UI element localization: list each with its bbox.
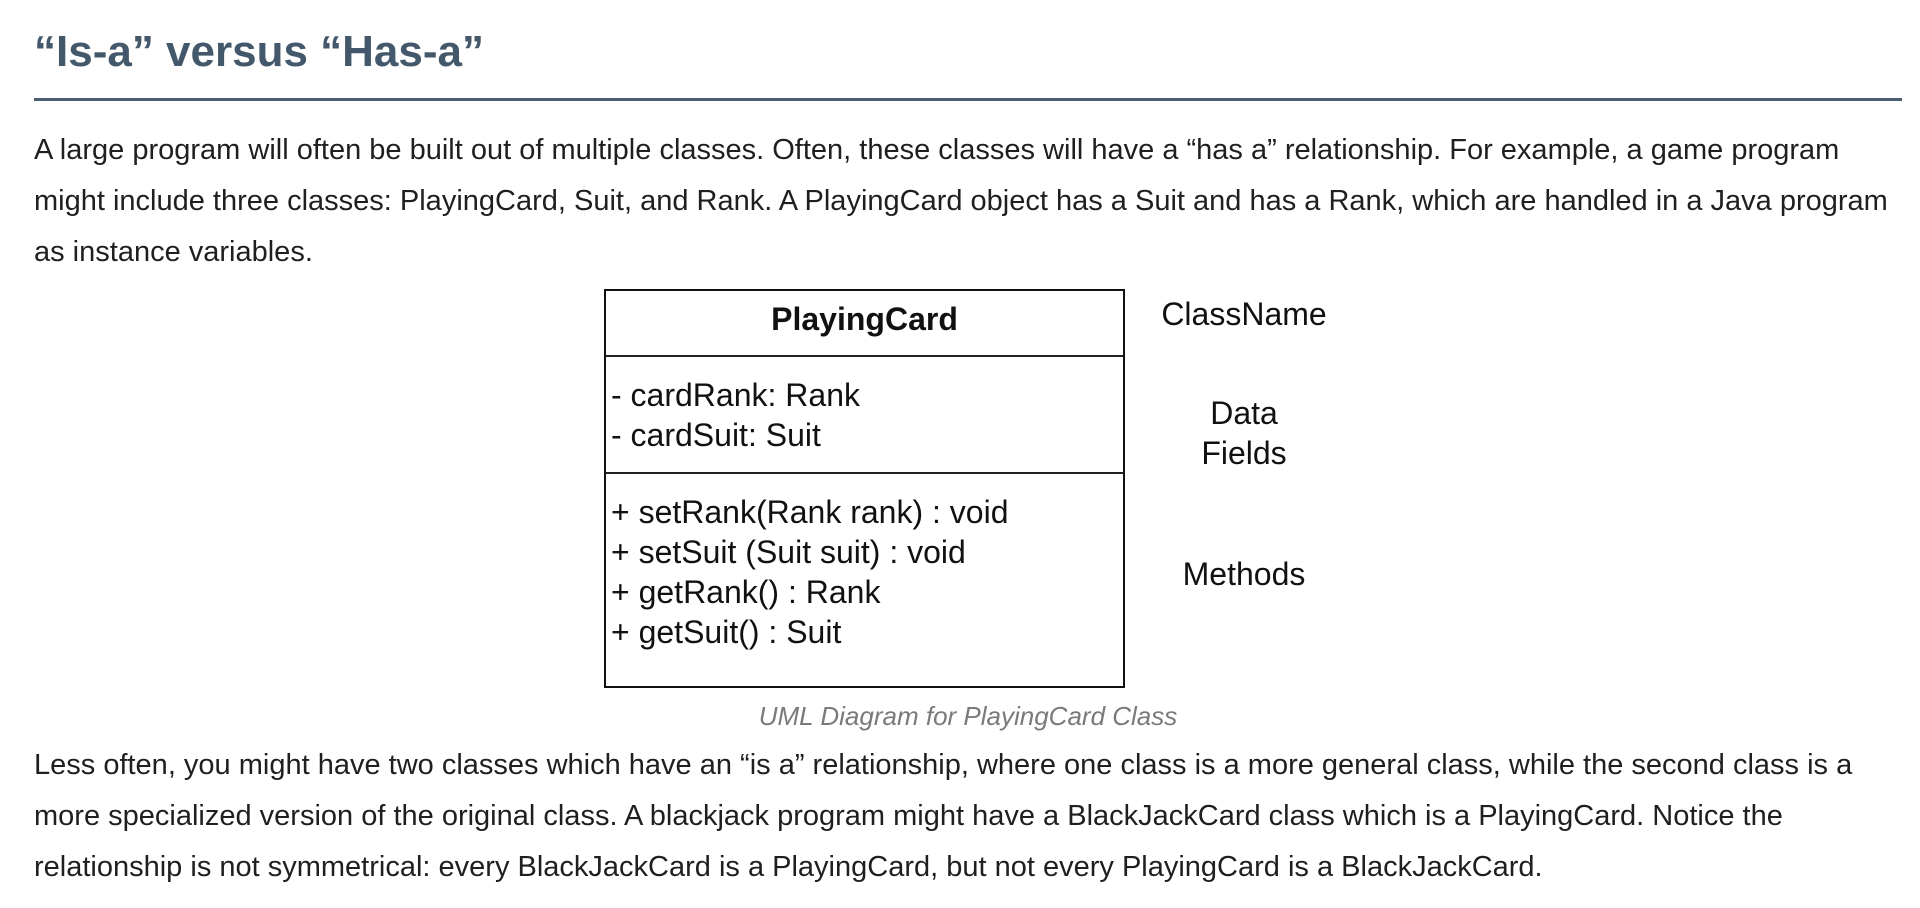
classname-label: ClassName [1161,296,1327,332]
uml-data-fields [606,357,1123,474]
intro-paragraph: A large program will often be built out of multiple classes. Often, these classes will have a “has a” relationship. For example, a game program might include three classes: PlayingCard, Suit, and Rank. A PlayingCard object has a Suit and has a Rank, which are handled in a Java program as instance variables. [34,134,1888,268]
uml-figure [34,278,1902,740]
uml-field: - cardRank: Rank [611,377,860,413]
fields-label-line2: Fields [1201,435,1287,471]
uml-methods [606,474,1123,652]
outro-paragraph: Less often, you might have two classes which have an “is a” relationship, where one class is a more general class, while the second class is a more specialized version of the original class. A blackjack program might have a BlackJackCard class which is a PlayingCard. Notice the relationship is not symmetrical: every BlackJackCard is a PlayingCard, but not every PlayingCard is a BlackJackCard. [34,749,1853,883]
uml-method: + getSuit() : Suit [611,614,842,650]
uml-class-box [604,289,1125,688]
article-section [34,0,1902,893]
uml-method: + setSuit (Suit suit) : void [611,534,966,570]
section-heading: “Is-a” versus “Has-a” [34,27,484,76]
methods-label: Methods [1182,556,1306,592]
data-label-line1: Data [1210,395,1278,431]
uml-method: + setRank(Rank rank) : void [611,494,1009,530]
heading-underline [34,98,1902,101]
uml-method: + getRank() : Rank [611,574,881,610]
uml-field: - cardSuit: Suit [611,417,821,453]
figure-caption: UML Diagram for PlayingCard Class [758,701,1178,731]
uml-class-name: PlayingCard [606,291,1123,357]
